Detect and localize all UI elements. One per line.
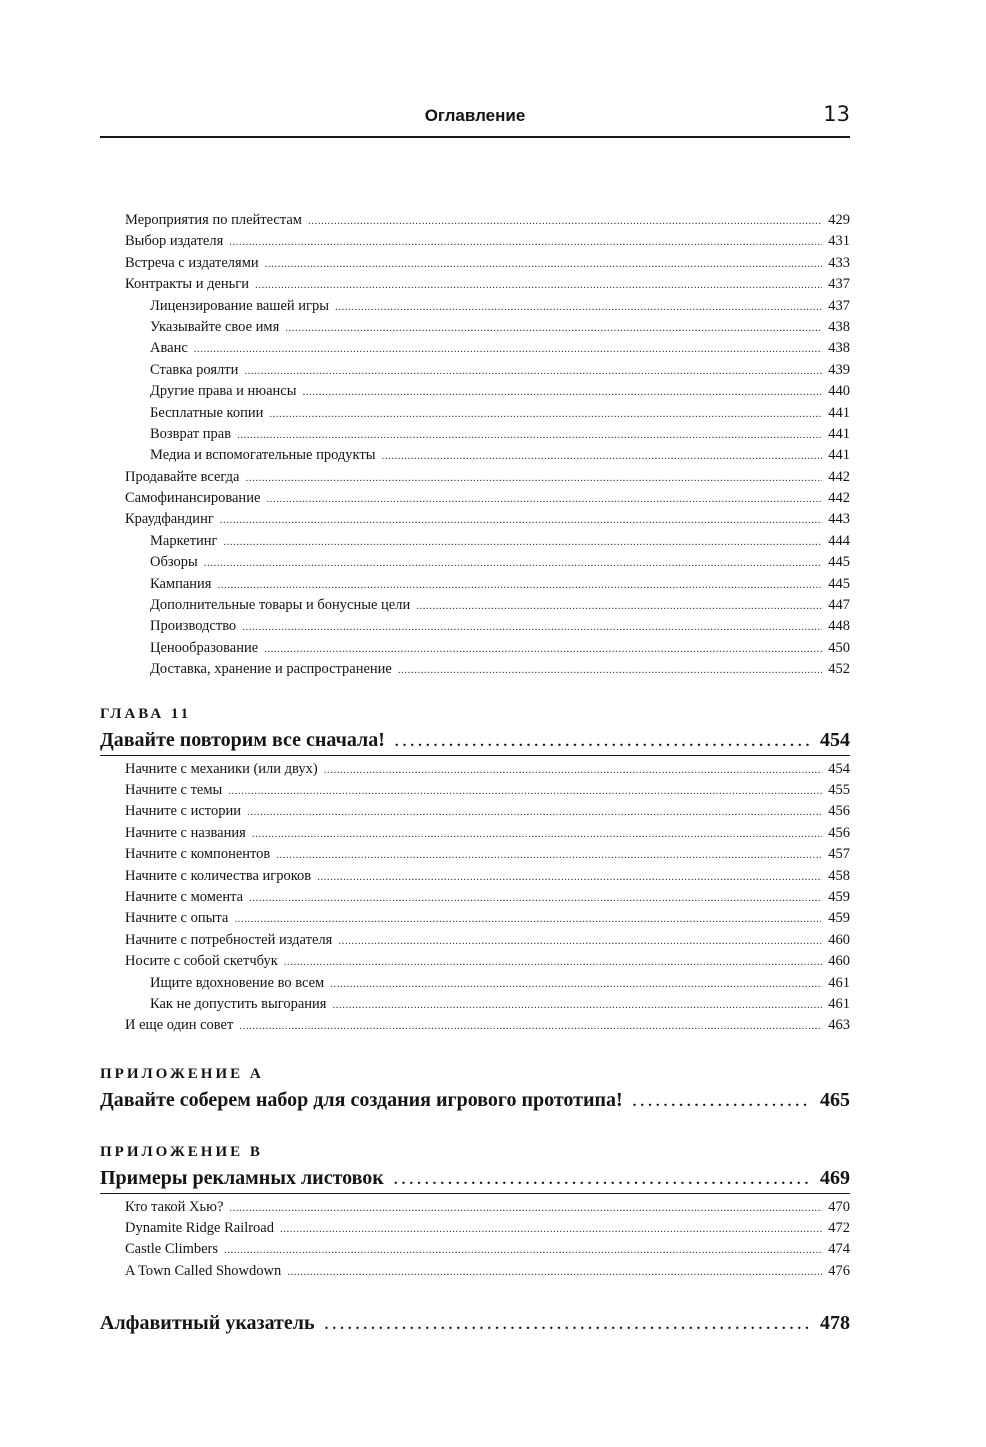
appendix-title-entry[interactable]: Давайте соберем набор для создания игрового прототипа! ..... 465: [100, 1085, 850, 1115]
toc-entry[interactable]: Начните с названия ..... 456: [100, 823, 850, 844]
toc-entry[interactable]: Мероприятия по плейтестам ..... 429: [100, 210, 850, 231]
toc-subentry[interactable]: Производство ..... 448: [100, 616, 850, 637]
toc-entry[interactable]: Начните с количества игроков ..... 458: [100, 866, 850, 887]
page-number: 13: [823, 102, 850, 126]
toc-subentry[interactable]: Медиа и вспомогательные продукты ..... 441: [100, 445, 850, 466]
toc-subentry[interactable]: Ставка роялти ..... 439: [100, 360, 850, 381]
toc-subentry[interactable]: Как не допустить выгорания ..... 461: [100, 994, 850, 1015]
toc-subentry[interactable]: Возврат прав ..... 441: [100, 424, 850, 445]
toc-entry[interactable]: Краудфандинг ..... 443: [100, 509, 850, 530]
toc-entry[interactable]: Castle Climbers ..... 474: [100, 1239, 850, 1260]
toc-subentry[interactable]: Бесплатные копии ..... 441: [100, 403, 850, 424]
chapter-title-entry[interactable]: Давайте повторим все сначала! ..... 454: [100, 725, 850, 756]
toc-subentry[interactable]: Дополнительные товары и бонусные цели ..... 447: [100, 595, 850, 616]
toc-subentry[interactable]: Ценообразование ..... 450: [100, 638, 850, 659]
chapter-label: ГЛАВА 11: [100, 705, 192, 722]
running-header: [100, 100, 850, 138]
toc-subentry[interactable]: Ищите вдохновение во всем ..... 461: [100, 973, 850, 994]
toc-subentry[interactable]: Обзоры ..... 445: [100, 552, 850, 573]
table-of-contents: [100, 210, 850, 1338]
toc-entry[interactable]: Начните с темы ..... 455: [100, 780, 850, 801]
toc-entry[interactable]: Продавайте всегда ..... 442: [100, 467, 850, 488]
toc-entry[interactable]: A Town Called Showdown ..... 476: [100, 1261, 850, 1282]
toc-entry[interactable]: Начните с истории ..... 456: [100, 801, 850, 822]
toc-subentry[interactable]: Доставка, хранение и распространение ..... 452: [100, 659, 850, 680]
appendix-label: ПРИЛОЖЕНИЕ А: [100, 1065, 264, 1082]
toc-entry[interactable]: Начните с момента ..... 459: [100, 887, 850, 908]
toc-entry[interactable]: Начните с механики (или двух) ..... 454: [100, 759, 850, 780]
toc-entry[interactable]: Самофинансирование ..... 442: [100, 488, 850, 509]
toc-entry[interactable]: Носите с собой скетчбук ..... 460: [100, 951, 850, 972]
toc-entry[interactable]: Начните с опыта ..... 459: [100, 908, 850, 929]
toc-entry[interactable]: И еще один совет ..... 463: [100, 1015, 850, 1036]
toc-subentry[interactable]: Лицензирование вашей игры ..... 437: [100, 296, 850, 317]
toc-subentry[interactable]: Кампания ..... 445: [100, 574, 850, 595]
toc-entry[interactable]: Контракты и деньги ..... 437: [100, 274, 850, 295]
appendix-label: ПРИЛОЖЕНИЕ В: [100, 1143, 263, 1160]
running-header-title: Оглавление: [424, 106, 526, 125]
appendix-title-entry[interactable]: Примеры рекламных листовок ..... 469: [100, 1163, 850, 1194]
toc-entry[interactable]: Выбор издателя ..... 431: [100, 231, 850, 252]
toc-entry[interactable]: Встреча с издателями ..... 433: [100, 253, 850, 274]
toc-subentry[interactable]: Маркетинг ..... 444: [100, 531, 850, 552]
toc-entry[interactable]: Кто такой Хью? ..... 470: [100, 1197, 850, 1218]
toc-entry[interactable]: Начните с компонентов ..... 457: [100, 844, 850, 865]
toc-subentry[interactable]: Другие права и нюансы ..... 440: [100, 381, 850, 402]
toc-entry[interactable]: Dynamite Ridge Railroad ..... 472: [100, 1218, 850, 1239]
toc-subentry[interactable]: Указывайте свое имя ..... 438: [100, 317, 850, 338]
index-entry[interactable]: Алфавитный указатель ..... 478: [100, 1308, 850, 1338]
toc-entry[interactable]: Начните с потребностей издателя ..... 460: [100, 930, 850, 951]
toc-subentry[interactable]: Аванс ..... 438: [100, 338, 850, 359]
